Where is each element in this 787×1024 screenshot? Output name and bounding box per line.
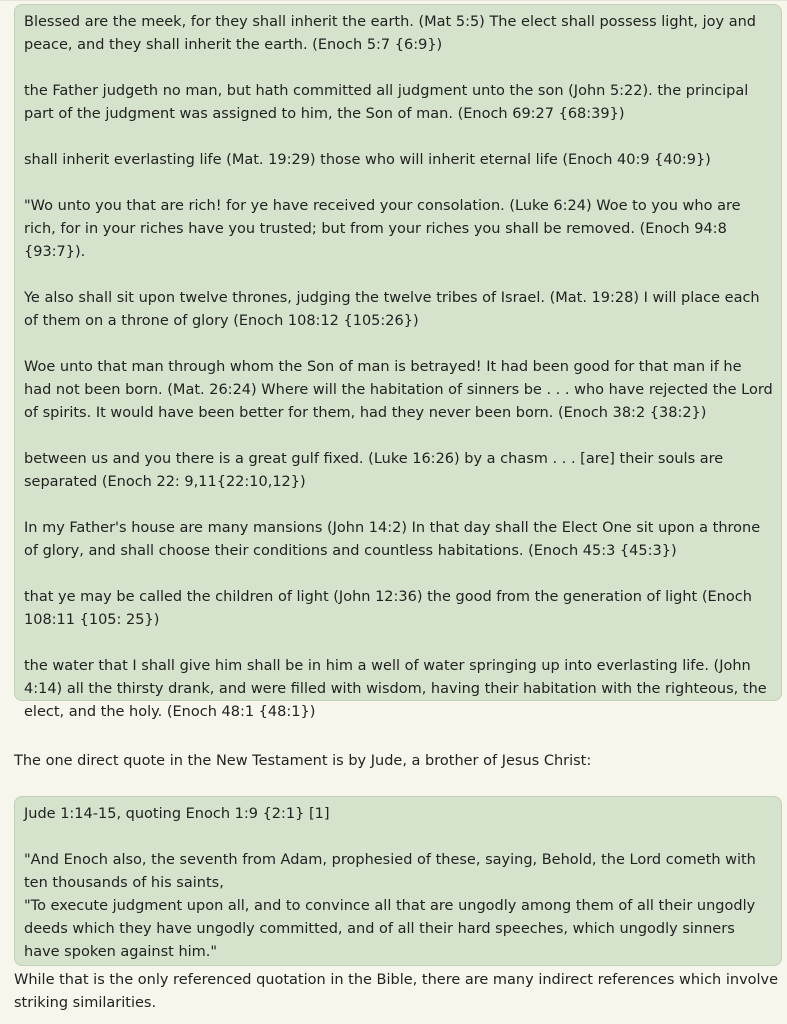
comparison-paragraph: the water that I shall give him shall be in him a well of water springing up into everlasting life. (John 4:14) all the thirsty drank, and were filled with wisdom, having their habitation with the righteous, the elect, and the holy. (Enoch 48:1 {48:1}) <box>24 658 767 720</box>
closing-paragraph: While that is the only referenced quotation in the Bible, there are many indirect references which involve striking similarities. <box>14 972 779 1011</box>
intro-paragraph: The one direct quote in the New Testament is by Jude, a brother of Jesus Christ: <box>14 753 592 769</box>
jude-quote-heading: Jude 1:14-15, quoting Enoch 1:9 {2:1} [1] <box>24 806 330 822</box>
jude-quote-box <box>14 796 782 966</box>
comparison-paragraph: between us and you there is a great gulf fixed. (Luke 16:26) by a chasm . . . [are] their souls are separated (Enoch 22: 9,11{22:10,12}) <box>24 451 724 490</box>
comparison-paragraph: "Wo unto you that are rich! for ye have received your consolation. (Luke 6:24) Woe to you who are rich, for in your riches have you trusted; but from your riches you shall be removed. (Enoch 94:8 {93:7}). <box>24 198 741 260</box>
top-divider <box>0 0 787 1</box>
comparison-quote-box <box>14 4 782 720</box>
comparison-paragraph: that ye may be called the children of light (John 12:36) the good from the generation of light (Enoch 108:11 {105: 25}) <box>24 589 752 628</box>
comparison-paragraph: Blessed are the meek, for they shall inherit the earth. (Mat 5:5) The elect shall possess light, joy and peace, and they shall inherit the earth. (Enoch 5:7 {6:9}) <box>24 14 757 53</box>
comparison-paragraph: In my Father's house are many mansions (John 14:2) In that day shall the Elect One sit upon a throne of glory, and shall choose their conditions and countless habitations. (Enoch 45:3 {45:3}) <box>24 520 761 559</box>
jude-quote-line: "To execute judgment upon all, and to convince all that are ungodly among them of all their ungodly deeds which they have ungodly committed, and of all their hard speeches, which ungodly sinners have spoken against him." <box>24 898 756 960</box>
comparison-paragraph: shall inherit everlasting life (Mat. 19:29) those who will inherit eternal life (Enoch 40:9 {40:9}) <box>24 152 711 168</box>
comparison-paragraph: the Father judgeth no man, but hath committed all judgment unto the son (John 5:22). the principal part of the judgment was assigned to him, the Son of man. (Enoch 69:27 {68:39}) <box>24 83 749 122</box>
comparison-paragraph: Ye also shall sit upon twelve thrones, judging the twelve tribes of Israel. (Mat. 19:28) I will place each of them on a throne of glory (Enoch 108:12 {105:26}) <box>24 290 760 329</box>
comparison-paragraph: Woe unto that man through whom the Son of man is betrayed! It had been good for that man if he had not been born. (Mat. 26:24) Where will the habitation of sinners be . . . who have rejected the Lord of spirits. It would have been better for them, had they never been born. (Enoch 38:2 {38:2}) <box>24 359 773 421</box>
jude-quote-line: "And Enoch also, the seventh from Adam, prophesied of these, saying, Behold, the Lord cometh with ten thousands of his saints, <box>24 852 756 891</box>
jude-quote-body <box>24 849 773 964</box>
